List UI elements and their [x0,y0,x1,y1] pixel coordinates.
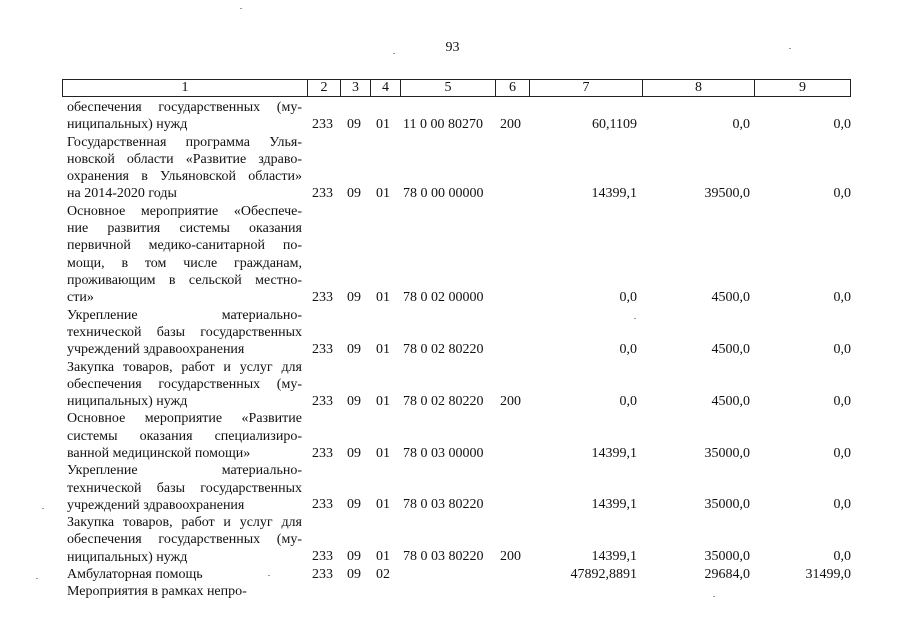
cell-col-9: 0,0 [833,549,851,565]
cell-col-8: 39500,0 [704,186,750,201]
page-number: 93 [445,40,460,55]
cell-col-7: 0,0 [619,289,637,305]
cell-col-6: 200 [500,549,521,565]
cell-col-8: 4500,0 [711,289,750,305]
header-col-5: 5 [401,80,496,96]
cell-col-2: 233 [312,566,333,582]
cell-col-3: 09 [347,289,361,305]
scan-speck [268,575,270,576]
cell-col-7: 0,0 [619,393,637,409]
row-description [67,583,302,600]
description-line: Основное мероприятие «Развитие [67,411,302,427]
cell-col-7: 47892,8891 [570,566,637,582]
cell-col-5: 78 0 03 80220 [403,497,484,513]
row-description [67,410,302,462]
description-line: Государственная программа Улья- [67,134,302,150]
description-line: проживающим в сельской местно- [67,272,302,288]
cell-col-8: 35000,0 [704,549,750,565]
cell-col-3: 09 [347,116,361,132]
cell-col-9: 0,0 [833,116,851,132]
cell-col-5: 78 0 02 00000 [403,289,484,305]
description-line: Основное мероприятие «Обеспече- [67,203,302,219]
cell-col-2: 233 [312,186,333,201]
cell-col-8: 4500,0 [711,341,750,357]
table-header-row [62,79,851,97]
cell-col-5: 78 0 02 80220 [403,341,484,357]
cell-col-3: 09 [347,549,361,565]
cell-col-4: 01 [376,289,390,305]
cell-col-6: 200 [500,116,521,132]
cell-col-5: 78 0 03 00000 [403,445,484,461]
cell-col-3: 09 [347,497,361,513]
header-col-1: 1 [63,80,308,96]
cell-col-7: 0,0 [619,341,637,357]
cell-col-3: 09 [347,186,361,201]
cell-col-9: 0,0 [833,497,851,513]
cell-col-6: 200 [500,393,521,409]
scan-speck [36,578,38,579]
description-line: обеспечения государственных (му- [67,100,302,115]
description-line: технической базы государственных [67,324,302,340]
cell-col-9: 31499,0 [805,566,851,582]
cell-col-9: 0,0 [833,341,851,357]
cell-col-5: 78 0 03 80220 [403,549,484,565]
cell-col-2: 233 [312,341,333,357]
cell-col-9: 0,0 [833,445,851,461]
cell-col-5: 11 0 00 80270 [403,116,483,132]
description-line: охранения в Ульяновской области» [67,169,302,185]
cell-col-2: 233 [312,497,333,513]
description-line: системы оказания специализиро- [67,428,302,444]
row-description [67,203,302,307]
cell-col-8: 4500,0 [711,393,750,409]
cell-col-8: 0,0 [732,116,750,132]
header-col-9: 9 [799,80,806,95]
header-col-3: 3 [341,80,371,96]
cell-col-8: 29684,0 [704,566,750,582]
cell-col-4: 01 [376,497,390,513]
cell-col-2: 233 [312,549,333,565]
cell-col-2: 233 [312,445,333,461]
header-col-7: 7 [530,80,643,96]
cell-col-7: 60,1109 [592,116,637,132]
header-col-4: 4 [371,80,401,96]
cell-col-4: 01 [376,116,390,132]
header-col-6: 6 [496,80,530,96]
description-line: Укрепление материально- [67,463,302,479]
cell-col-5: 78 0 00 00000 [403,186,484,201]
scan-speck [42,508,44,509]
description-line: ниципальных) нужд [67,549,188,565]
description-line: учреждений здравоохранения [67,497,245,513]
cell-col-3: 09 [347,566,361,582]
description-line: Укрепление материально- [67,307,302,323]
description-line: Закупка товаров, работ и услуг для [67,359,302,375]
row-description [67,359,302,411]
scan-speck [713,596,715,597]
cell-col-7: 14399,1 [591,186,637,201]
row-description [67,462,302,514]
scan-speck [789,48,791,49]
description-line: новской области «Развитие здраво- [67,151,302,167]
description-line: мощи, в том числе гражданам, [67,255,302,271]
cell-col-7: 14399,1 [591,549,637,565]
scan-speck [240,8,242,9]
description-line: Мероприятия в рамках непро- [67,584,247,600]
header-col-2: 2 [308,80,341,96]
cell-col-5: 78 0 02 80220 [403,393,484,409]
description-line: на 2014-2020 годы [67,186,177,202]
row-description [67,566,302,583]
cell-col-4: 01 [376,393,390,409]
description-line: ние развития системы оказания [67,221,302,237]
cell-col-9: 0,0 [833,289,851,305]
cell-col-7: 14399,1 [591,497,637,513]
description-line: обеспечения государственных (му- [67,376,302,392]
cell-col-8: 35000,0 [704,445,750,461]
scan-speck [634,318,636,319]
description-line: учреждений здравоохранения [67,342,245,358]
row-description [67,514,302,566]
cell-col-2: 233 [312,116,333,132]
cell-col-2: 233 [312,289,333,305]
description-line: сти» [67,290,94,306]
cell-col-3: 09 [347,341,361,357]
cell-col-3: 09 [347,393,361,409]
description-line: ниципальных) нужд [67,117,188,133]
cell-col-9: 0,0 [833,186,851,201]
description-line: Закупка товаров, работ и услуг для [67,515,302,531]
header-col-8: 8 [643,80,755,96]
scan-speck [393,53,395,54]
row-description [67,134,302,203]
description-line: обеспечения государственных (му- [67,532,302,548]
cell-col-4: 01 [376,186,390,201]
cell-col-4: 01 [376,341,390,357]
row-description [67,99,302,134]
cell-col-3: 09 [347,445,361,461]
row-description [67,307,302,359]
description-line: первичной медико-санитарной по- [67,238,302,254]
description-line: ниципальных) нужд [67,394,188,410]
description-line: технической базы государственных [67,480,302,496]
cell-col-4: 01 [376,549,390,565]
cell-col-4: 02 [376,566,390,582]
cell-col-2: 233 [312,393,333,409]
cell-col-7: 14399,1 [591,445,637,461]
cell-col-8: 35000,0 [704,497,750,513]
cell-col-4: 01 [376,445,390,461]
cell-col-9: 0,0 [833,393,851,409]
description-line: Амбулаторная помощь [67,567,203,583]
description-line: ванной медицинской помощи» [67,445,251,461]
